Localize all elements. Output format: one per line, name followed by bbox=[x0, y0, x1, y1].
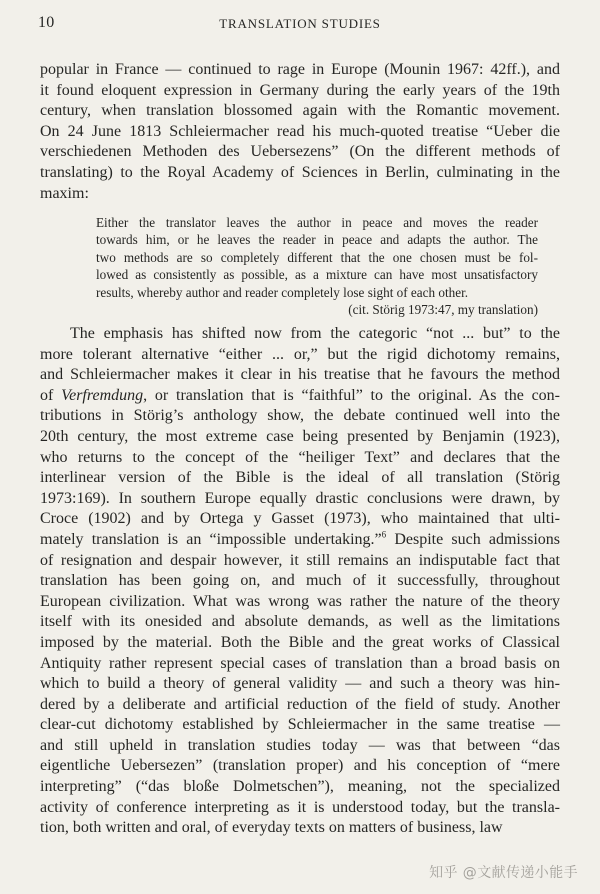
paragraph-2-line: which to build a theory of general validity — and such a theory was hin- bbox=[40, 675, 560, 693]
blockquote-line: results, whereby author and reader completely lose sight of each other. bbox=[96, 284, 469, 300]
paragraph-1-line: popular in France — continued to rage in Europe (Mounin 1967: 42ff.), and bbox=[40, 61, 560, 78]
paragraph-1-line: On 24 June 1813 Schleiermacher read his much-quoted treatise “Ueber die bbox=[40, 122, 560, 140]
blockquote-citation: (cit. Störig 1973:47, my translation) bbox=[348, 302, 538, 318]
italic-term: Verfremdung bbox=[61, 386, 144, 404]
paragraph-2-line: who returns to the concept of the “heiliger Text” and declares that the bbox=[40, 448, 560, 466]
paragraph-1 bbox=[40, 60, 560, 204]
paragraph-2-line: itself with its onesided and absolute demands, as well as the limitations bbox=[40, 613, 560, 631]
paragraph-2-line: tributions in Störig’s anthology show, the debate continued well into the bbox=[40, 407, 560, 425]
watermark: 知乎 @文献传递小能手 bbox=[429, 865, 578, 881]
paragraph-2-line: The emphasis has shifted now from the categoric “not ... but” to the bbox=[70, 325, 560, 342]
line-prefix: mately translation is an “impossible undertaking.” bbox=[40, 530, 382, 548]
paragraph-1-line: maxim: bbox=[40, 184, 89, 202]
paragraph-2-line: of resignation and despair however, it still remains an indisputable fact that bbox=[40, 551, 560, 569]
paragraph-2-line: interpreting” (“das bloße Dolmetschen”), meaning, not the specialized bbox=[40, 778, 560, 796]
paragraph-2-line: activity of conference interpreting as it is understood today, but the transla- bbox=[40, 798, 560, 816]
blockquote-line: Either the translator leaves the author in peace and moves the reader bbox=[96, 215, 538, 230]
paragraph-1-line: verschiedenen Methoden des Uebersezens” (On the different methods of bbox=[40, 143, 560, 161]
blockquote-line: two methods are so completely different that the one chosen must be fol- bbox=[96, 249, 538, 265]
paragraph-1-line: translating) to the Royal Academy of Sciences in Berlin, culminating in the bbox=[40, 163, 560, 181]
paragraph-2-line: 1973:169). In southern Europe equally drastic conclusions were drawn, by bbox=[40, 489, 560, 507]
paragraph-2-line-with-footnote bbox=[40, 530, 560, 551]
paragraph-2-line: 20th century, the most extreme case being presented by Benjamin (1923), bbox=[40, 427, 560, 445]
paragraph-1-line: it found eloquent expression in Germany during the early years of the 19th bbox=[40, 81, 560, 99]
paragraph-2 bbox=[40, 324, 560, 839]
paragraph-2-line: clear-cut dichotomy established by Schleiermacher in the same treatise — bbox=[40, 716, 560, 734]
paragraph-2-line: eigentliche Uebersezen” (translation proper) and his conception of “mere bbox=[40, 757, 560, 775]
paragraph-2-line-with-italic bbox=[40, 386, 560, 407]
blockquote-line: towards him, or he leaves the reader in peace and adapts the author. The bbox=[96, 232, 538, 248]
footnote-marker[interactable]: 6 bbox=[381, 529, 387, 540]
paragraph-2-line: translation has been going on, and much of it successfully, throughout bbox=[40, 572, 560, 590]
blockquote-line: lowed as consistently as possible, as a mixture can have most unsatisfactory bbox=[96, 267, 538, 283]
paragraph-2-line: and Schleiermacher makes it clear in his treatise that he favours the method bbox=[40, 366, 560, 384]
paragraph-2-line: dered by a deliberate and artificial reduction of the field of study. Another bbox=[40, 695, 560, 713]
paragraph-1-line: century, when translation blossomed again with the Romantic movement. bbox=[40, 102, 560, 120]
line-suffix: , or translation that is “faithful” to the original. As the con- bbox=[143, 386, 560, 404]
paragraph-2-line: European civilization. What was wrong was rather the nature of the theory bbox=[40, 592, 560, 610]
paragraph-2-line: interlinear version of the Bible is the ideal of all translation (Störig bbox=[40, 469, 560, 487]
paragraph-2-line: imposed by the material. Both the Bible and the great works of Classical bbox=[40, 633, 560, 651]
paragraph-2-line: tion, both written and oral, of everyday texts on matters of business, law bbox=[40, 819, 503, 837]
page-number: 10 bbox=[38, 14, 55, 31]
line-suffix: Despite such admissions bbox=[386, 530, 561, 548]
running-head: TRANSLATION STUDIES bbox=[219, 16, 381, 31]
blockquote bbox=[96, 214, 538, 318]
paragraph-2-line: and still upheld in translation studies today — was that between “das bbox=[40, 736, 560, 754]
paragraph-2-line: more tolerant alternative “either ... or,” but the rigid dichotomy remains, bbox=[40, 345, 560, 363]
paragraph-2-line: Croce (1902) and by Ortega y Gasset (1973), who maintained that ulti- bbox=[40, 510, 560, 528]
paragraph-2-line: Antiquity rather represent special cases of translation than a broad basis on bbox=[40, 654, 560, 672]
line-prefix: of bbox=[40, 386, 62, 404]
